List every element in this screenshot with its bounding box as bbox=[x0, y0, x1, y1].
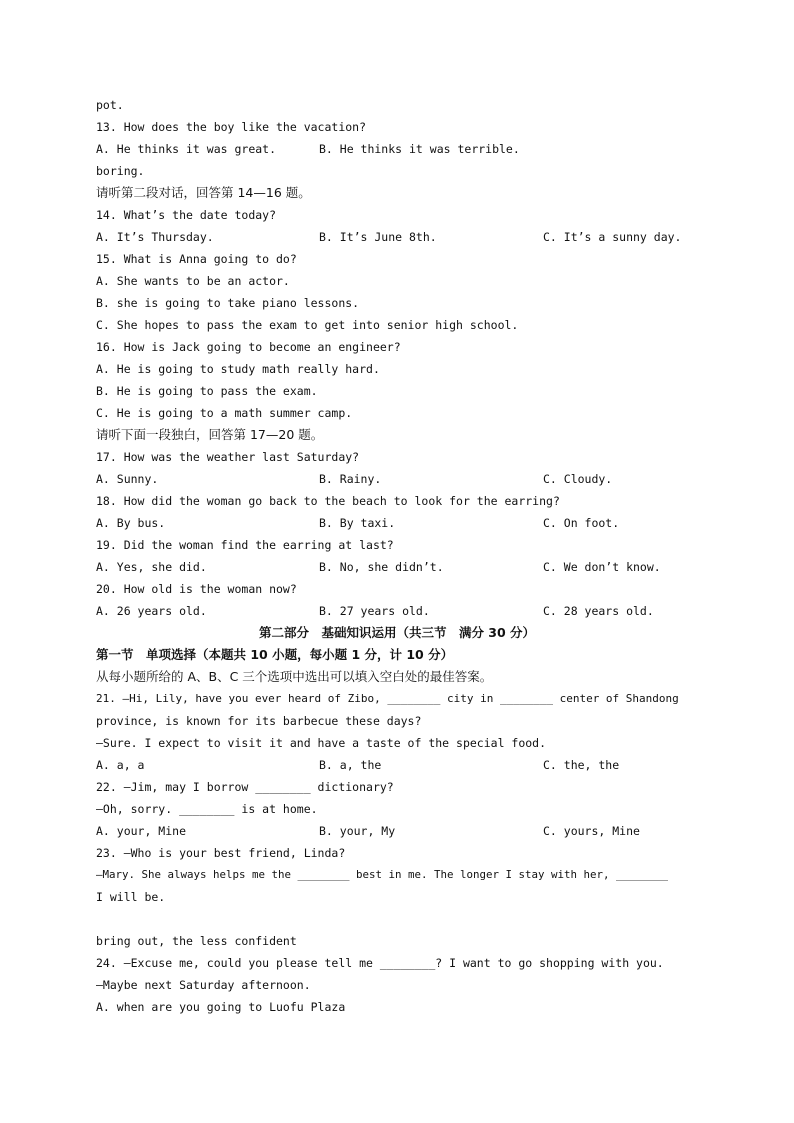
option-b: B. 27 years old. bbox=[319, 604, 430, 618]
option-b: B. By taxi. bbox=[319, 516, 396, 530]
option-b: B. No, she didn’t. bbox=[319, 560, 444, 574]
option-c: C. yours, Mine bbox=[543, 824, 640, 838]
option-c: C. She hopes to pass the exam to get into senior high school. bbox=[96, 318, 519, 332]
option-b: B. It’s June 8th. bbox=[319, 230, 437, 244]
listening-instruction: 请听第二段对话，回答第 14—16 题。 bbox=[96, 185, 311, 200]
option-a: A. It’s Thursday. bbox=[96, 230, 214, 244]
question-21: 21. —Hi, Lily, have you ever heard of Zibo, ________ city in ________ center of Shandong bbox=[96, 692, 679, 705]
option-c: C. the, the bbox=[543, 758, 620, 772]
question-22-options bbox=[96, 820, 698, 842]
part-title: 第二部分 基础知识运用（共三节 满分 30 分） bbox=[258, 625, 536, 640]
question-24: 24. —Excuse me, could you please tell me ________? I want to go shopping with you. bbox=[96, 956, 664, 970]
text-line: pot. bbox=[96, 98, 124, 112]
option-b: B. He is going to pass the exam. bbox=[96, 384, 318, 398]
question-20-options bbox=[96, 600, 698, 622]
option-b: B. Rainy. bbox=[319, 472, 382, 486]
question-15: 15. What is Anna going to do? bbox=[96, 252, 297, 266]
text-line: —Mary. She always helps me the ________ best in me. The longer I stay with her, ________ bbox=[96, 868, 669, 881]
question-16: 16. How is Jack going to become an engineer? bbox=[96, 340, 401, 354]
section-title: 第一节 单项选择（本题共 10 小题，每小题 1 分，计 10 分） bbox=[96, 647, 454, 662]
option-c: C. On foot. bbox=[543, 516, 620, 530]
option-a: A. a, a bbox=[96, 758, 145, 772]
listening-instruction: 请听下面一段独白，回答第 17—20 题。 bbox=[96, 427, 324, 442]
question-13: 13. How does the boy like the vacation? bbox=[96, 120, 367, 134]
question-13-options bbox=[96, 138, 698, 160]
question-19: 19. Did the woman find the earring at last? bbox=[96, 538, 394, 552]
question-18: 18. How did the woman go back to the beach to look for the earring? bbox=[96, 494, 560, 508]
option-a: A. when are you going to Luofu Plaza bbox=[96, 1000, 346, 1014]
question-14: 14. What’s the date today? bbox=[96, 208, 277, 222]
option-b: B. a, the bbox=[319, 758, 382, 772]
question-14-options bbox=[96, 226, 698, 248]
option-a: A. By bus. bbox=[96, 516, 166, 530]
text-line: —Sure. I expect to visit it and have a taste of the special food. bbox=[96, 736, 547, 750]
question-17: 17. How was the weather last Saturday? bbox=[96, 450, 360, 464]
question-20: 20. How old is the woman now? bbox=[96, 582, 297, 596]
question-19-options bbox=[96, 556, 698, 578]
question-22: 22. —Jim, may I borrow ________ dictionary? bbox=[96, 780, 394, 794]
option-c: C. He is going to a math summer camp. bbox=[96, 406, 353, 420]
option-c: C. 28 years old. bbox=[543, 604, 654, 618]
option-a: A. He is going to study math really hard. bbox=[96, 362, 380, 376]
text-line: —Maybe next Saturday afternoon. bbox=[96, 978, 311, 992]
question-23: 23. —Who is your best friend, Linda? bbox=[96, 846, 346, 860]
option-c bbox=[543, 138, 698, 160]
option-c: C. It’s a sunny day. bbox=[543, 230, 682, 244]
text-line: boring. bbox=[96, 164, 145, 178]
option-b: B. He thinks it was terrible. bbox=[319, 142, 520, 156]
section-instruction: 从每小题所给的 A、B、C 三个选项中选出可以填入空白处的最佳答案。 bbox=[96, 669, 493, 684]
option-a: A. He thinks it was great. bbox=[96, 142, 277, 156]
option-c: C. Cloudy. bbox=[543, 472, 613, 486]
question-21-options bbox=[96, 754, 698, 776]
option-a: A. Yes, she did. bbox=[96, 560, 207, 574]
question-18-options bbox=[96, 512, 698, 534]
option-a: A. your, Mine bbox=[96, 824, 187, 838]
question-17-options bbox=[96, 468, 698, 490]
text-line: I will be. bbox=[96, 890, 166, 904]
question-23-options bbox=[96, 908, 698, 930]
option-b bbox=[543, 996, 698, 1018]
option-c: C. We don’t know. bbox=[543, 560, 661, 574]
option-b: B. your, My bbox=[319, 824, 396, 838]
option-a: A. She wants to be an actor. bbox=[96, 274, 290, 288]
text-line: province, is known for its barbecue these days? bbox=[96, 714, 422, 728]
option-a: A. 26 years old. bbox=[96, 604, 207, 618]
option-b: B. she is going to take piano lessons. bbox=[96, 296, 360, 310]
option-c: bring out, the less confident bbox=[96, 934, 297, 948]
question-24-options bbox=[96, 996, 698, 1018]
text-line: –Oh, sorry. ________ is at home. bbox=[96, 802, 318, 816]
option-a: A. Sunny. bbox=[96, 472, 159, 486]
